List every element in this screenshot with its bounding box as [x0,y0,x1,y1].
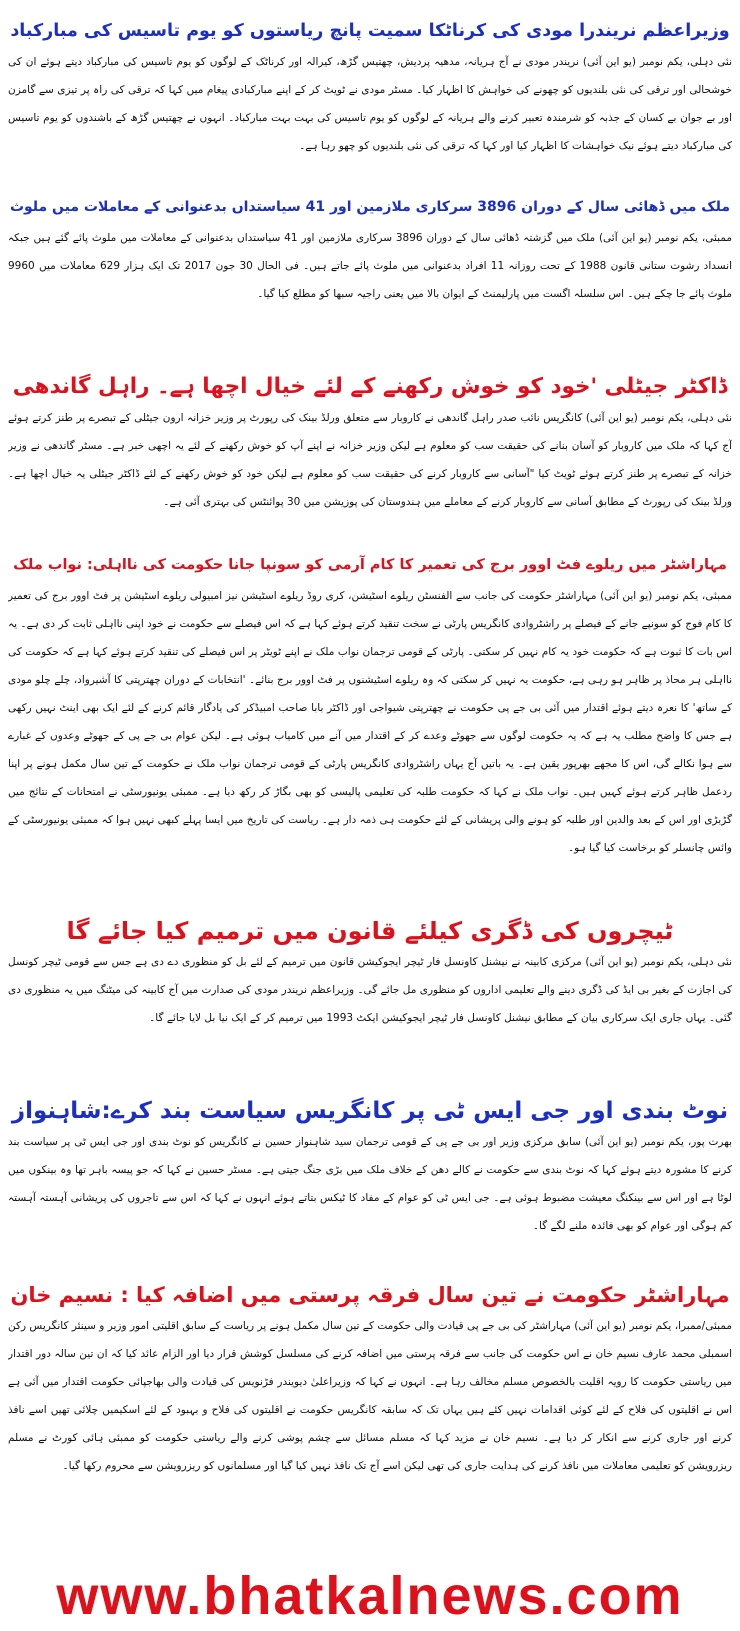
article-4 [0,548,740,894]
article-body: ممبئی/ممبرا، یکم نومبر (یو این آئی) مہاراشٹر کی بی جے پی قیادت والی حکومت کے تین سال مکمل ہونے پر ریاست کے سابق اقلیتی امور وزیر و سینئر کانگریس رکن اسمبلی محمد عارف نسیم خان نے اس حکومت کی جانب سے فرقہ پرستی میں اضافہ کرنے کی مسلسل کوشش قرار دیا اور الزام عائد کیا کہ ان تین سالہ دور اقتدار میں ریاستی حکومت کا رویہ اقلیت بالخصوص مسلم مخالف رہا ہے۔ انہوں نے کہا کہ وزیراعلیٰ دیویندر فڑنویس کی قیادت والی بھاجپائی حکومت اقتدار میں آئی ہے اس نے اقلیتوں کی فلاح کے لئے کوئی اقدامات نہیں کئے ہیں یہاں تک کہ سابقہ کانگریس حکومت نے اقلیتوں کی فلاح و بہبود کے لئے اسکیمیں چلائی تھیں اسے نافذ کرنے اور جاری کرنے سے انکار کر دیا ہے۔ نسیم خان نے مزید کہا کہ مسلم مسائل سے چشم پوشی کرنے والے ریاستی حکومت کو ممبئی ہائی کورٹ نے مسلم ریزرویشن کو تعلیمی معاملات میں نافذ کرنے کی ہدایت جاری کی تھی لیکن اسے آج تک نافذ نہیں کیا گیا اور مسلمانوں کو ریزرویشن سے محروم رکھا گیا۔ [8,1320,732,1472]
article-body: نئی دہلی، یکم نومبر (یو این آئی) مرکزی کابینہ نے نیشنل کاونسل فار ٹیچر ایجوکیشن قانون میں ترمیم کے لئے بل کو منظوری دے دی ہے جس سے قومی ٹیچر کونسل کی اجازت کے بغیر بی ایڈ کی ڈگری دینے والے تعلیمی اداروں کو منظوری مل جائے گی۔ وزیراعظم نریندر مودی کی صدارت میں آج کابینہ کی میٹنگ میں یہ منظوری دی گئی۔ یہاں جاری ایک سرکاری بیان کے مطابق نیشنل کاونسل فار ٹیچر ایجوکیشن ایکٹ 1993 میں ترمیم کر کے ایک نیا بل لایا جائے گا۔ [8,956,732,1024]
article-headline: ملک میں ڈھائی سال کے دوران 3896 سرکاری ملازمین اور 41 سیاستداں بدعنوانی کے معاملات میں ملوث [9,199,731,215]
article-6 [0,1094,740,1244]
article-headline: ڈاکٹر جیٹلی 'خود کو خوش رکھنے کے لئے خیال اچھا ہے۔ راہل گاندھی [12,374,728,399]
article-body: ممبئی، یکم نومبر (یو این آئی) ملک میں گزشتہ ڈھائی سال کے دوران 3896 سرکاری ملازمین اور 41 سیاستداں بدعنوانی کے معاملات میں ملوث پائے گئے ہیں جبکہ انسداد رشوت ستانی قانون 1988 کے تحت روزانہ 11 افراد بدعنوانی میں ملوث پائے جاتے ہیں۔ فی الحال 30 جون 2017 تک ایک ہزار 629 معاملات میں 9960 ملوث پائے جا چکے ہیں۔ اس سلسلہ اگست میں پارلیمنٹ کے ایوان بالا میں یعنی راجیہ سبھا کو مطلع کیا گیا۔ [8,232,732,300]
article-headline: نوٹ بندی اور جی ایس ٹی پر کانگریس سیاست بند کرے:شاہنواز [11,1098,729,1124]
article-body: نئی دہلی، یکم نومبر (یو این آئی) کانگریس نائب صدر راہل گاندھی نے کاروبار سے متعلق ورلڈ بینک کی رپورٹ پر وزیر خزانہ ارون جیٹلی کے تبصرے پر طنز کرتے ہوئے آج کہا کہ ملک میں کاروبار کو آسان بنانے کی حقیقت سب کو معلوم ہے لیکن وزیر خزانہ نے اپنے آپ کو خوش رکھنے کے لئے یہ اچھی خبر ہے۔ مسٹر گاندھی نے وزیر خزانہ کے تبصرے پر طنز کرتے ہوئے ٹویٹ کیا "آسانی سے کاروبار کرنے کی حقیقت سب کو معلوم ہے لیکن خود کو خوش رکھنے کے لئے ڈاکٹر جیٹلی یہ خیال اچھا ہے۔ ورلڈ بینک کی رپورٹ کے مطابق آسانی سے کاروبار کرنے کے معاملے میں ہندوستان کی پوزیشن میں 30 پوائنٹس کی بہتری آئی ہے۔ [8,412,732,508]
article-headline: ٹیچروں کی ڈگری کیلئے قانون میں ترمیم کیا جائے گا [66,917,674,945]
article-7 [0,1278,740,1508]
article-body: بھرت پور، یکم نومبر (یو این آئی) سابق مرکزی وزیر اور بی جے پی کے قومی ترجمان سید شاہنواز حسین نے کانگریس کو نوٹ بندی اور جی ایس ٹی پر سیاست بند کرنے کا مشورہ دیتے ہوئے کہا کہ نوٹ بندی سے حکومت نے کالے دھن کے خلاف ملک میں بڑی جنگ جیتی ہے۔ مسٹر حسین نے کہا کہ جو پیسہ باہر تھا وہ بینکوں میں لوٹا ہے اور اس سے بینکنگ معیشت مضبوط ہوئی ہے۔ جی ایس ٹی کو عوام کے مفاد کا ٹیکس بتاتے ہوئے انہوں نے کہا کہ اس سے تاجروں کی پریشانی آہستہ آہستہ کم ہوگی اور عوام کو بھی فائدہ ملنے لگے گا۔ [8,1136,732,1232]
website-footer: www.bhatkalnews.com [56,1566,684,1626]
article-5 [0,914,740,1064]
article-1 [0,14,740,176]
article-headline: مہاراشٹر میں ریلوے فٹ اوور برج کی تعمیر کا کام آرمی کو سونپا جانا حکومت کی نااہلی: نواب ملک [13,557,727,573]
article-body: ممبئی، یکم نومبر (یو این آئی) مہاراشٹر حکومت کی جانب سے الفنسٹن ریلوے اسٹیشن، کری روڈ ریلوے اسٹیشن نیز امبیولی ریلوے اسٹیشن پر فٹ اوور برج کی تعمیر کا کام فوج کو سونپے جانے کے فیصلے پر راشٹروادی کانگریس پارٹی نے سخت تنقید کرتے ہوئے کہا ہے کہ اس فیصلے سے حکومت نے خود اپنی نااہلی ثابت کر دی ہے۔ یہ اس بات کا ثبوت ہے کہ حکومت خود یہ کام نہیں کر سکتی۔ پارٹی کے قومی ترجمان نواب ملک نے اپنے ٹویٹر پر اس فیصلے کی تنقید کرتے ہوئے کہا ہے کہ حکومت کی نااہلی ہر محاذ پر ظاہر ہو رہی ہے، حکومت یہ نہیں کر سکتی کہ وہ ریلوے اسٹیشنوں پر فٹ اوور برج بنائے۔ 'انتخابات کے دوران چھترپتی کا آشیرواد، چلے چلو مودی کے ساتھ' کا نعرہ دیتے ہوئے اقتدار میں آئی بی جے پی حکومت نے چھترپتی شیواجی اور ڈاکٹر بابا صاحب امبیڈکر کی یادگار قائم کرنے کے لئے ایک بھی اینٹ نہیں رکھی ہے جس کا واضح مطلب یہ ہے کہ یہ حکومت لوگوں سے جھوٹے وعدے کر کے اقتدار میں آنے میں کامیاب ہوئی ہے۔ لیکن عوام بی جے پی کے جھوٹے وعدوں کے غبارے سے ہوا نکالے گی، اس کا مجھے بھرپور یقین ہے۔ یہ باتیں آج یہاں راشٹروادی کانگریس پارٹی کے قومی ترجمان نواب ملک نے حکومت کے تین سال مکمل ہونے پر اپنا ردعمل ظاہر کرتے ہوئے کہیں ہیں۔ نواب ملک نے کہا کہ حکومت طلبہ کی تعلیمی پالیسی کو بھی بگاڑ کر رکھ دیا ہے۔ ممبئی یونیورسٹی نے امتحانات کے نتائج میں گڑبڑی اور اس کے بعد والدین اور طلبہ کو ہونے والی پریشانی کے لئے حکومت ہی ذمہ دار ہے۔ ریاست کی تاریخ میں ایسا پہلے کبھی نہیں ہوا کہ ممبئی یونیورسٹی کے وائس چانسلر کو برخاست کیا گیا ہو۔ [8,590,732,854]
article-body: نئی دہلی، یکم نومبر (یو این آئی) نریندر مودی نے آج ہریانہ، مدھیہ پردیش، چھتیس گڑھ، کیرالہ اور کرناٹک کے لوگوں کو یوم تاسیس کی مبارکباد دیتے ہوئے ان کی خوشحالی اور ترقی کی نئی بلندیوں کو چھونے کی خواہش کا اظہار کیا۔ مسٹر مودی نے ٹویٹ کر کے اپنے مبارکبادی پیغام میں کہا کہ ترقی کی راہ پر تیزی سے گامزن اور بے جوان بے کسان کے جذبہ کو شرمندہ تعبیر کرنے والے ہریانہ کے لوگوں کو یوم تاسیس کی بہت بہت مبارکباد۔ انہوں نے چھتیس گڑھ کے باشندوں کو یوم تاسیس کی مبارکباد دیتے ہوئے نیک خواہشات کا اظہار کیا اور کہا کہ ترقی کی نئی بلندیوں کو چھو رہا ہے۔ [8,56,732,152]
article-3 [0,370,740,536]
article-headline: وزیراعظم نریندرا مودی کی کرناٹکا سمیت پانچ ریاستوں کو یوم تاسیس کی مبارکباد [10,21,730,41]
article-headline: مہاراشٹر حکومت نے تین سال فرقہ پرستی میں اضافہ کیا : نسیم خان [10,1283,730,1307]
article-2 [0,190,740,358]
